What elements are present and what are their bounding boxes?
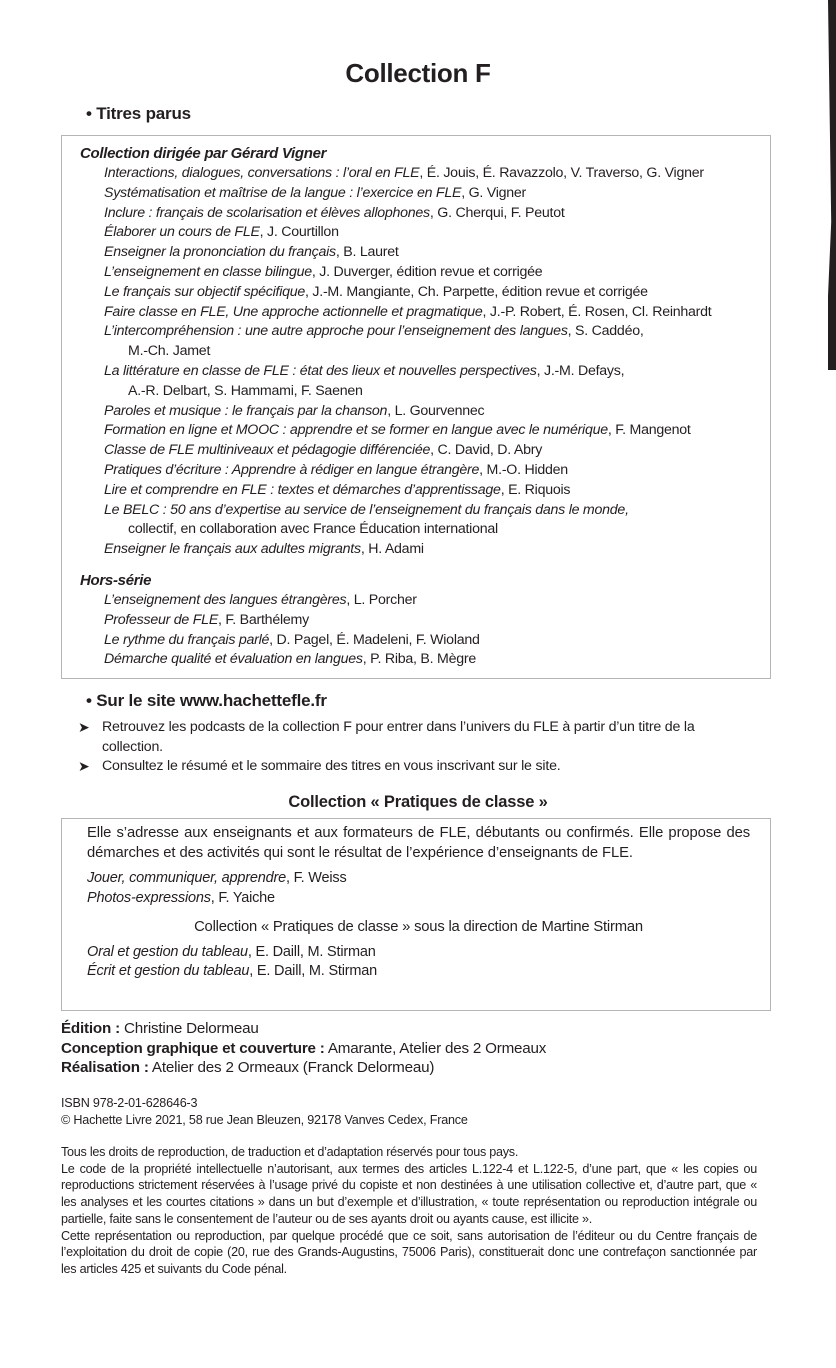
- book-title: Lire et comprendre en FLE : textes et démarches d’apprentissage: [104, 481, 501, 498]
- legal-paragraph: Cette représentation ou reproduction, par quelque procédé que ce soit, sans autorisation de l’éditeur ou du Centre français de l’exploitation du droit de copie (20, rue des Grands-Augustins, 75006 Paris), constituerait donc une contrefaçon sanctionnée par les articles 425 et suivants du Code pénal.: [61, 1228, 757, 1276]
- title-entry: [80, 303, 770, 323]
- book-authors-continued: collectif, en collaboration avec France Éducation international: [128, 521, 498, 538]
- title-entry: [80, 164, 770, 184]
- group-heading-main: Collection dirigée par Gérard Vigner: [80, 145, 327, 162]
- book-title: Jouer, communiquer, apprendre: [87, 870, 286, 886]
- published-titles-box: [61, 135, 771, 679]
- pratiques-heading: Collection « Pratiques de classe »: [288, 793, 548, 811]
- book-title: Interactions, dialogues, conversations : l’oral en FLE: [104, 165, 420, 181]
- book-authors: , J. Duverger, édition revue et corrigée: [311, 263, 543, 280]
- title-entry: [87, 889, 750, 909]
- legal-notice: [61, 1144, 757, 1278]
- title-entry: [87, 869, 750, 889]
- title-entry: [80, 481, 770, 501]
- book-authors: , M.-O. Hidden: [479, 461, 568, 478]
- book-authors: , F. Barthélemy: [218, 611, 309, 628]
- book-authors: , J.-M. Mangiante, Ch. Parpette, édition revue et corrigée: [305, 283, 648, 300]
- credit-line: Édition : Christine Delormeau: [61, 1020, 259, 1037]
- book-authors: , B. Lauret: [335, 244, 399, 261]
- published-titles-heading: • Titres parus: [86, 104, 191, 123]
- title-entry: [87, 943, 750, 963]
- book-authors: , G. Cherqui, F. Peutot: [429, 204, 565, 221]
- book-authors: , L. Gourvennec: [387, 402, 485, 419]
- title-entry: [80, 184, 770, 204]
- book-title: La littérature en classe de FLE : état des lieux et nouvelles perspectives: [104, 362, 537, 379]
- group-heading-hors-serie: Hors-série: [80, 571, 152, 589]
- pratiques-description: Elle s’adresse aux enseignants et aux formateurs de FLE, débutants ou confirmés. Elle propose des démarches et des activités qui sont le résultat de l’expérience d’enseignants de FLE.: [87, 825, 750, 861]
- book-title: Oral et gestion du tableau: [87, 943, 248, 960]
- credit-line: Réalisation : Atelier des 2 Ormeaux (Franck Delormeau): [61, 1059, 435, 1076]
- site-info-item: ➤ Retrouvez les podcasts de la collection F pour entrer dans l’univers du FLE à partir d’un titre de la collection.: [78, 719, 695, 755]
- arrowhead-right-icon: ➤: [78, 719, 90, 735]
- book-title: L’enseignement des langues étrangères: [104, 591, 347, 608]
- book-authors-continued: A.-R. Delbart, S. Hammami, F. Saenen: [128, 382, 363, 399]
- book-title: Le BELC : 50 ans d’expertise au service de l’enseignement du français dans le monde,: [104, 501, 629, 518]
- title-entry: [80, 283, 770, 303]
- pratiques-direction-line: Collection « Pratiques de classe » sous la direction de Martine Stirman: [194, 918, 643, 935]
- book-title: Inclure : français de scolarisation et élèves allophones: [104, 204, 430, 221]
- pratiques-list-a: [87, 869, 750, 909]
- book-title: Enseigner le français aux adultes migrants: [104, 541, 361, 558]
- site-info-item: ➤ Consultez le résumé et le sommaire des titres en vous inscrivant sur le site.: [78, 757, 758, 777]
- book-authors: , E. Daill, M. Stirman: [249, 963, 378, 980]
- book-authors: , L. Porcher: [346, 591, 417, 608]
- title-entry: [80, 362, 770, 402]
- book-authors: , S. Caddéo,: [567, 323, 644, 340]
- book-title: Enseigner la prononciation du français: [104, 244, 336, 261]
- book-authors: , E. Daill, M. Stirman: [247, 943, 376, 960]
- title-entry: [80, 650, 770, 670]
- site-heading: • Sur le site www.hachettefle.fr: [86, 691, 327, 710]
- site-info-list: [78, 718, 758, 777]
- book-title: Professeur de FLE: [104, 611, 219, 628]
- book-title: Démarche qualité et évaluation en langues: [104, 651, 363, 668]
- main-title-list: [80, 164, 770, 560]
- credits: [61, 1019, 546, 1078]
- book-title: Écrit et gestion du tableau: [87, 963, 250, 980]
- title-entry: [80, 501, 770, 541]
- book-authors: , F. Mangenot: [607, 422, 691, 439]
- book-authors: , J.-M. Defays,: [536, 362, 625, 379]
- title-entry: [80, 540, 770, 560]
- arrowhead-right-icon: ➤: [78, 758, 90, 774]
- book-authors: , E. Riquois: [500, 481, 571, 498]
- title-entry: [80, 631, 770, 651]
- book-authors: , F. Yaiche: [210, 889, 275, 906]
- book-title: L’intercompréhension : une autre approche pour l’enseignement des langues: [104, 323, 568, 340]
- isbn: ISBN 978-2-01-628646-3: [61, 1096, 198, 1110]
- book-authors: , P. Riba, B. Mègre: [362, 651, 476, 668]
- book-title: Formation en ligne et MOOC : apprendre et se former en langue avec le numérique: [104, 422, 608, 439]
- title-entry: [80, 263, 770, 283]
- book-title: Le français sur objectif spécifique: [104, 283, 306, 300]
- book-title: Systématisation et maîtrise de la langue : l’exercice en FLE: [104, 184, 462, 201]
- title-entry: [80, 461, 770, 481]
- isbn-block: [61, 1095, 468, 1129]
- book-authors: , H. Adami: [360, 541, 424, 558]
- credit-line: Conception graphique et couverture : Amarante, Atelier des 2 Ormeaux: [61, 1039, 547, 1057]
- title-entry: [80, 322, 770, 362]
- book-authors: , J. Courtillon: [259, 224, 339, 241]
- title-entry: [80, 243, 770, 263]
- pratiques-box: [61, 818, 771, 1011]
- book-authors: , C. David, D. Abry: [430, 442, 543, 459]
- title-entry: [80, 591, 770, 611]
- title-entry: [80, 223, 770, 243]
- book-spine-edge: [828, 0, 836, 370]
- title-entry: [80, 421, 770, 441]
- book-title: L’enseignement en classe bilingue: [104, 263, 312, 280]
- book-title: Le rythme du français parlé: [104, 631, 270, 648]
- book-authors: , D. Pagel, É. Madeleni, F. Wioland: [269, 631, 480, 648]
- book-authors: , J.-P. Robert, É. Rosen, Cl. Reinhardt: [482, 303, 712, 320]
- book-authors-continued: M.-Ch. Jamet: [128, 343, 211, 360]
- legal-paragraph: Le code de la propriété intellectuelle n’autorisant, aux termes des articles L.122-4 et L.122-5, d’une part, que « les copies ou reproductions strictement réservées à l’usage privé du copiste et non destinées à une utilisation collective et, d’autre part, que « les analyses et les courtes citations » dans un but d’exemple et d’illustration, « toute représentation ou reproduction intégrale ou partielle, faite sans le consentement de l’auteur ou de ses ayants droit ou ayants cause, est illicite ».: [61, 1161, 757, 1226]
- pratiques-list-b: [87, 943, 750, 983]
- book-title: Classe de FLE multiniveaux et pédagogie différenciée: [104, 442, 431, 459]
- title-entry: [80, 611, 770, 631]
- book-title: Pratiques d’écriture : Apprendre à rédiger en langue étrangère: [104, 461, 480, 478]
- title-entry: [80, 204, 770, 224]
- book-title: Faire classe en FLE, Une approche actionnelle et pragmatique: [104, 303, 483, 320]
- book-authors: , F. Weiss: [285, 870, 347, 886]
- book-title: Élaborer un cours de FLE: [104, 224, 260, 241]
- book-title: Paroles et musique : le français par la chanson: [104, 402, 388, 419]
- title-entry: [80, 402, 770, 422]
- book-authors: , G. Vigner: [461, 184, 527, 201]
- title-entry: [87, 962, 750, 982]
- hors-serie-title-list: [80, 591, 770, 670]
- book-title: Photos-expressions: [87, 889, 211, 906]
- page-title: Collection F: [345, 58, 491, 88]
- legal-paragraph: Tous les droits de reproduction, de traduction et d’adaptation réservés pour tous pays.: [61, 1145, 519, 1159]
- book-authors: , É. Jouis, É. Ravazzolo, V. Traverso, G. Vigner: [419, 165, 704, 181]
- copyright: © Hachette Livre 2021, 58 rue Jean Bleuzen, 92178 Vanves Cedex, France: [61, 1113, 468, 1127]
- title-entry: [80, 441, 770, 461]
